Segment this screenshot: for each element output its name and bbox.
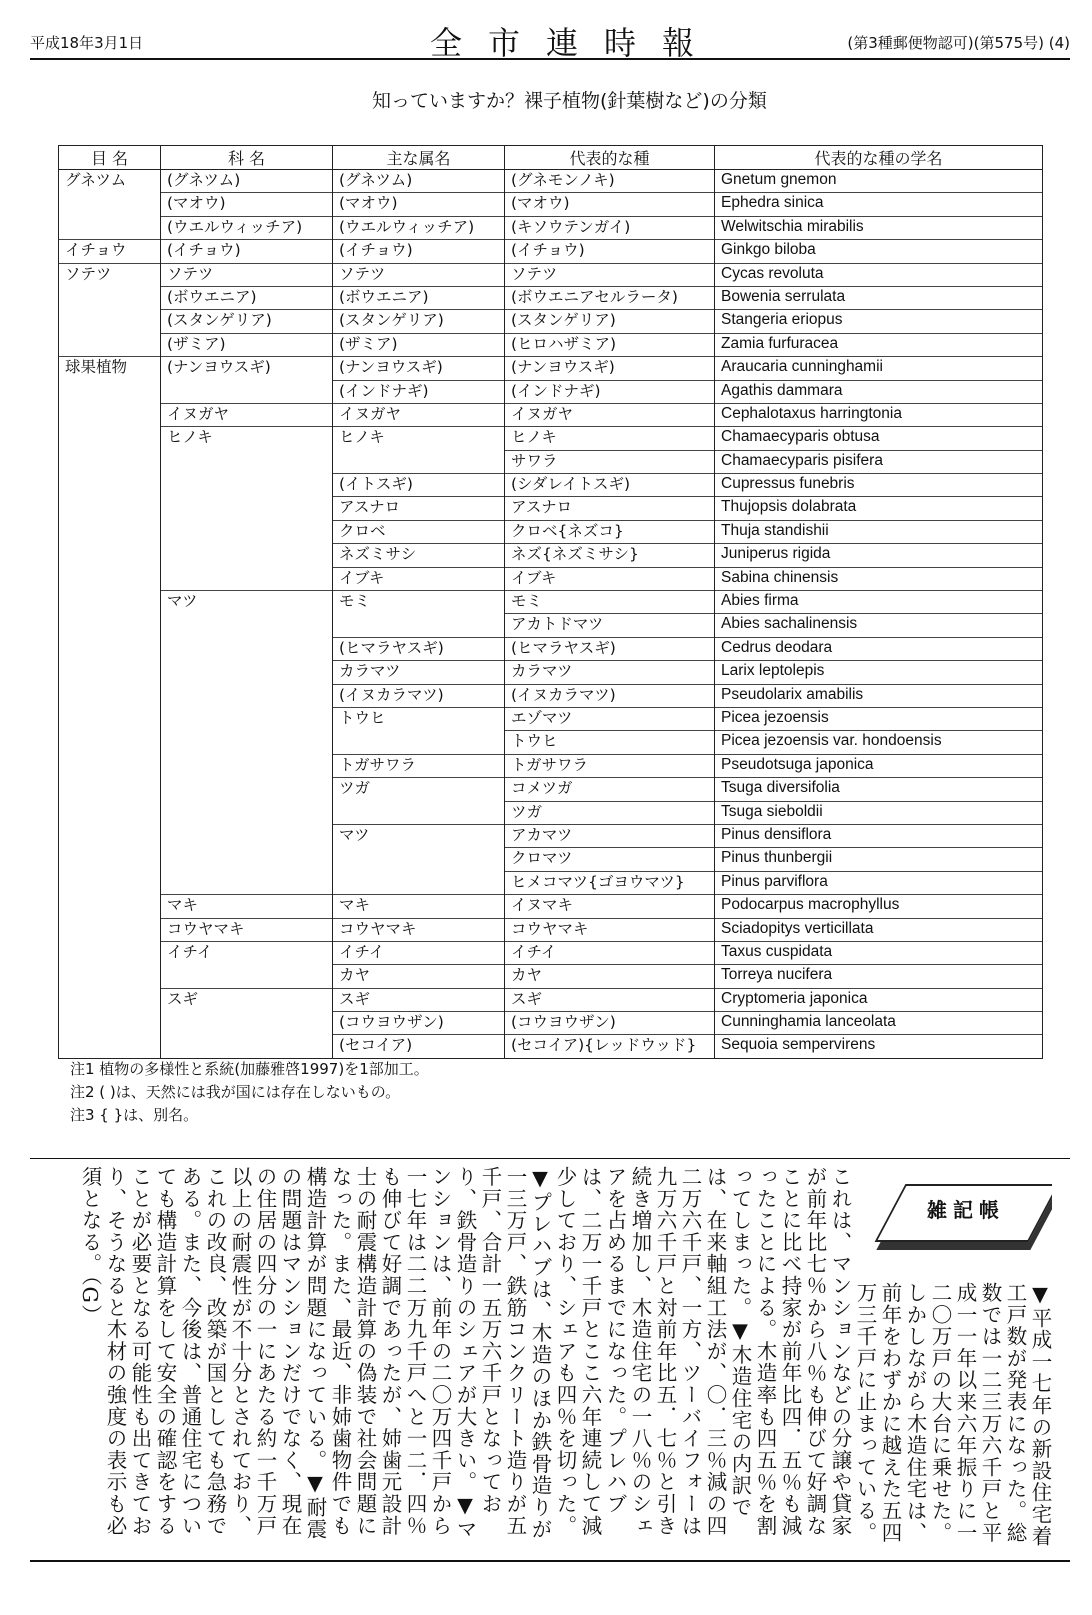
family-cell: イチイ [161, 941, 333, 964]
family-cell: マキ [161, 895, 333, 918]
scientific-name-cell: Pinus parviflora [715, 871, 1043, 894]
scientific-name-cell: Chamaecyparis pisifera [715, 450, 1043, 473]
table-row [59, 918, 1043, 941]
family-cell [161, 684, 333, 707]
scientific-name-cell: Cunninghamia lanceolata [715, 1012, 1043, 1035]
species-cell: (ヒマラヤスギ) [505, 637, 715, 660]
species-cell: クロベ{ネズコ} [505, 520, 715, 543]
table-row [59, 357, 1043, 380]
header-order: 目 名 [59, 146, 161, 170]
table-row [59, 988, 1043, 1011]
table-row [59, 170, 1043, 193]
family-cell: (ボウエニア) [161, 286, 333, 309]
scientific-name-cell: Abies firma [715, 591, 1043, 614]
genus-cell [333, 731, 505, 754]
family-cell: (ナンヨウスギ) [161, 357, 333, 380]
order-cell [59, 544, 161, 567]
species-cell: ツガ [505, 801, 715, 824]
genus-cell: アスナロ [333, 497, 505, 520]
order-cell [59, 333, 161, 356]
genus-cell: (イチョウ) [333, 240, 505, 263]
note-1: 注1 植物の多様性と系統(加藤雅啓1997)を1部加工。 [70, 1060, 429, 1078]
scientific-name-cell: Stangeria eriopus [715, 310, 1043, 333]
scientific-name-cell: Pseudolarix amabilis [715, 684, 1043, 707]
order-cell [59, 801, 161, 824]
scientific-name-cell: Picea jezoensis var. hondoensis [715, 731, 1043, 754]
genus-cell [333, 614, 505, 637]
header-genus: 主な属名 [333, 146, 505, 170]
table-row [59, 614, 1043, 637]
family-cell [161, 614, 333, 637]
scientific-name-cell: Ginkgo biloba [715, 240, 1043, 263]
species-cell: (インドナギ) [505, 380, 715, 403]
family-cell: (スタンゲリア) [161, 310, 333, 333]
order-cell [59, 1012, 161, 1035]
table-row [59, 754, 1043, 777]
order-cell [59, 848, 161, 871]
species-cell: (ナンヨウスギ) [505, 357, 715, 380]
species-cell: イヌガヤ [505, 403, 715, 426]
species-cell: アスナロ [505, 497, 715, 520]
family-cell: イヌガヤ [161, 403, 333, 426]
table-row [59, 263, 1043, 286]
species-cell: (キソウテンガイ) [505, 216, 715, 239]
table-row [59, 941, 1043, 964]
genus-cell [333, 871, 505, 894]
family-cell [161, 801, 333, 824]
genus-cell: (インドナギ) [333, 380, 505, 403]
scientific-name-cell: Gnetum gnemon [715, 170, 1043, 193]
column-text: ▼平成一七年の新設住宅着工戸数が発表になった。総数では一二三万六千戸と平成一一年以来六年振りに一二〇万戸の大台に乗せた。しかしながら木造住宅は、前年をわずかに越えた五四万三千戸に止まっている。これは、マンションなどの分譲や貸家が前年比七％から八％も伸びて好調なことに比べ持家が前年比四．五％も減ったことによる。木造率も四五％を割ってしまった。▼木造住宅の内訳では、在来軸組工法が、〇．三％減の四二万六千戸、一方、ツーバイフォーは九万六千戸と対前年比五．七％と引き続き増加し、木造住宅の一八％のシェアを占めるまでになった。プレハブは、二万一千戸とここ六年連続して減少しており、シェアも四％を切った。▼プレハブは、木造のほか鉄骨造りが一三万戸、鉄筋コンクリート造りが五千戸、合計一五万六千戸となっており、鉄骨造りのシェアが大きい。▼マンションは、前年の二〇万四千戸から一七年は二二万九千戸へと一二．四％も伸びて好調であったが、姉歯元設計士の耐震構造計算の偽装で社会問題になった。また、最近、非姉歯物件でも構造計算が問題になっている。▼耐震の問題はマンションだけでなく、現在の住居の四分の一にあたる約一千万戸以上の耐震性が不十分とされており、これの改良、改築が国としても急務である。また、今後は、普通住宅についても構造計算をして安全の確認をすることが必要となる可能性も出てきており、そうなると木材の強度の表示も必須となる。（G） [78, 1166, 1052, 1548]
genus-cell [333, 450, 505, 473]
genus-cell: モミ [333, 591, 505, 614]
species-cell: (イヌカラマツ) [505, 684, 715, 707]
column-badge [880, 1166, 1052, 1278]
species-cell: アカトドマツ [505, 614, 715, 637]
scientific-name-cell: Larix leptolepis [715, 661, 1043, 684]
scientific-name-cell: Cryptomeria japonica [715, 988, 1043, 1011]
genus-cell: ヒノキ [333, 427, 505, 450]
order-cell [59, 1035, 161, 1058]
table-row [59, 707, 1043, 730]
note-3: 注3 { }は、別名。 [70, 1106, 199, 1124]
genus-cell: (マオウ) [333, 193, 505, 216]
genus-cell: (セコイア) [333, 1035, 505, 1058]
order-cell [59, 216, 161, 239]
species-cell: (ヒロハザミア) [505, 333, 715, 356]
table-row [59, 895, 1043, 918]
order-cell [59, 941, 161, 964]
genus-cell: カラマツ [333, 661, 505, 684]
order-cell [59, 661, 161, 684]
classification-table [58, 145, 1043, 1059]
species-cell: クロマツ [505, 848, 715, 871]
table-row [59, 474, 1043, 497]
species-cell: コメツガ [505, 778, 715, 801]
species-cell: (グネモンノキ) [505, 170, 715, 193]
genus-cell [333, 801, 505, 824]
species-cell: ヒノキ [505, 427, 715, 450]
table-row [59, 216, 1043, 239]
table-row [59, 824, 1043, 847]
genus-cell: (グネツム) [333, 170, 505, 193]
scientific-name-cell: Cupressus funebris [715, 474, 1043, 497]
table-row [59, 520, 1043, 543]
table-row [59, 333, 1043, 356]
zakkicho-column [40, 1166, 1052, 1554]
order-cell: ソテツ [59, 263, 161, 286]
order-cell [59, 497, 161, 520]
genus-cell: マキ [333, 895, 505, 918]
genus-cell: マツ [333, 824, 505, 847]
species-cell: コウヤマキ [505, 918, 715, 941]
genus-cell: (イトスギ) [333, 474, 505, 497]
order-cell [59, 567, 161, 590]
order-cell [59, 824, 161, 847]
family-cell: (ザミア) [161, 333, 333, 356]
species-cell: (ボウエニアセルラータ) [505, 286, 715, 309]
species-cell: (セコイア){レッドウッド} [505, 1035, 715, 1058]
family-cell [161, 497, 333, 520]
table-row [59, 286, 1043, 309]
scientific-name-cell: Podocarpus macrophyllus [715, 895, 1043, 918]
order-cell [59, 895, 161, 918]
family-cell [161, 637, 333, 660]
newspaper-title: 全市連時報 [430, 24, 721, 62]
table-row [59, 848, 1043, 871]
species-cell: カヤ [505, 965, 715, 988]
order-cell [59, 684, 161, 707]
species-cell: イチイ [505, 941, 715, 964]
order-cell [59, 918, 161, 941]
species-cell: ソテツ [505, 263, 715, 286]
genus-cell: イヌガヤ [333, 403, 505, 426]
table-row [59, 684, 1043, 707]
genus-cell: トガサワラ [333, 754, 505, 777]
order-cell [59, 731, 161, 754]
genus-cell: ツガ [333, 778, 505, 801]
species-cell: サワラ [505, 450, 715, 473]
header-scientific-name: 代表的な種の学名 [715, 146, 1043, 170]
family-cell [161, 731, 333, 754]
order-cell [59, 591, 161, 614]
order-cell [59, 707, 161, 730]
family-cell [161, 754, 333, 777]
genus-cell: クロベ [333, 520, 505, 543]
scientific-name-cell: Cedrus deodara [715, 637, 1043, 660]
genus-cell: (ウエルウィッチア) [333, 216, 505, 239]
order-cell [59, 403, 161, 426]
table-row [59, 661, 1043, 684]
order-cell [59, 286, 161, 309]
order-cell [59, 450, 161, 473]
section-divider [30, 1158, 1070, 1159]
genus-cell: (コウヨウザン) [333, 1012, 505, 1035]
genus-cell: (ザミア) [333, 333, 505, 356]
family-cell [161, 474, 333, 497]
order-cell [59, 193, 161, 216]
scientific-name-cell: Sciadopitys verticillata [715, 918, 1043, 941]
table-row [59, 871, 1043, 894]
table-row [59, 1035, 1043, 1058]
family-cell [161, 1035, 333, 1058]
issue-info: (第3種郵便物認可)(第575号) (4) [847, 34, 1070, 52]
species-cell: モミ [505, 591, 715, 614]
genus-cell: イブキ [333, 567, 505, 590]
scientific-name-cell: Thuja standishii [715, 520, 1043, 543]
genus-cell: (ヒマラヤスギ) [333, 637, 505, 660]
table-row [59, 450, 1043, 473]
genus-cell: (イヌカラマツ) [333, 684, 505, 707]
table-row [59, 965, 1043, 988]
order-cell [59, 965, 161, 988]
table-body [59, 170, 1043, 1059]
badge-label: 雑記帳 [927, 1198, 1005, 1222]
family-cell [161, 824, 333, 847]
order-cell [59, 871, 161, 894]
order-cell: イチョウ [59, 240, 161, 263]
scientific-name-cell: Welwitschia mirabilis [715, 216, 1043, 239]
scientific-name-cell: Thujopsis dolabrata [715, 497, 1043, 520]
table-row [59, 778, 1043, 801]
scientific-name-cell: Sequoia sempervirens [715, 1035, 1043, 1058]
note-2: 注2 ( )は、天然には我が国には存在しないもの。 [70, 1083, 401, 1101]
table-row [59, 380, 1043, 403]
issue-date: 平成18年3月1日 [30, 34, 144, 52]
header-species: 代表的な種 [505, 146, 715, 170]
scientific-name-cell: Tsuga diversifolia [715, 778, 1043, 801]
genus-cell: イチイ [333, 941, 505, 964]
scientific-name-cell: Araucaria cunninghamii [715, 357, 1043, 380]
order-cell [59, 474, 161, 497]
order-cell: 球果植物 [59, 357, 161, 380]
genus-cell: (ナンヨウスギ) [333, 357, 505, 380]
table-row [59, 637, 1043, 660]
family-cell [161, 520, 333, 543]
genus-cell: ネズミサシ [333, 544, 505, 567]
species-cell: (イチョウ) [505, 240, 715, 263]
scientific-name-cell: Zamia furfuracea [715, 333, 1043, 356]
family-cell: (イチョウ) [161, 240, 333, 263]
family-cell [161, 778, 333, 801]
scientific-name-cell: Torreya nucifera [715, 965, 1043, 988]
order-cell [59, 310, 161, 333]
family-cell [161, 380, 333, 403]
family-cell: ヒノキ [161, 427, 333, 450]
scientific-name-cell: Abies sachalinensis [715, 614, 1043, 637]
table-row [59, 497, 1043, 520]
table-row [59, 591, 1043, 614]
genus-cell: ソテツ [333, 263, 505, 286]
family-cell: (グネツム) [161, 170, 333, 193]
family-cell [161, 567, 333, 590]
species-cell: エゾマツ [505, 707, 715, 730]
family-cell [161, 661, 333, 684]
scientific-name-cell: Picea jezoensis [715, 707, 1043, 730]
family-cell: スギ [161, 988, 333, 1011]
family-cell [161, 871, 333, 894]
scientific-name-cell: Cycas revoluta [715, 263, 1043, 286]
notes [70, 1058, 429, 1127]
family-cell [161, 707, 333, 730]
family-cell [161, 848, 333, 871]
genus-cell: (スタンゲリア) [333, 310, 505, 333]
species-cell: (シダレイトスギ) [505, 474, 715, 497]
scientific-name-cell: Tsuga sieboldii [715, 801, 1043, 824]
family-cell: (ウエルウィッチア) [161, 216, 333, 239]
table-row [59, 801, 1043, 824]
table-header-row [59, 146, 1043, 170]
species-cell: カラマツ [505, 661, 715, 684]
species-cell: スギ [505, 988, 715, 1011]
species-cell: イヌマキ [505, 895, 715, 918]
table-row [59, 544, 1043, 567]
species-cell: ネズ{ネズミサシ} [505, 544, 715, 567]
scientific-name-cell: Cephalotaxus harringtonia [715, 403, 1043, 426]
table-row [59, 310, 1043, 333]
scientific-name-cell: Chamaecyparis obtusa [715, 427, 1043, 450]
family-cell: コウヤマキ [161, 918, 333, 941]
family-cell [161, 544, 333, 567]
genus-cell: コウヤマキ [333, 918, 505, 941]
species-cell: (スタンゲリア) [505, 310, 715, 333]
species-cell: (コウヨウザン) [505, 1012, 715, 1035]
order-cell [59, 754, 161, 777]
table-row [59, 240, 1043, 263]
scientific-name-cell: Taxus cuspidata [715, 941, 1043, 964]
species-cell: トウヒ [505, 731, 715, 754]
genus-cell: スギ [333, 988, 505, 1011]
genus-cell: カヤ [333, 965, 505, 988]
family-cell: ソテツ [161, 263, 333, 286]
species-cell: アカマツ [505, 824, 715, 847]
species-cell: ヒメコマツ{ゴヨウマツ} [505, 871, 715, 894]
scientific-name-cell: Juniperus rigida [715, 544, 1043, 567]
species-cell: (マオウ) [505, 193, 715, 216]
order-cell [59, 988, 161, 1011]
order-cell [59, 637, 161, 660]
table-row [59, 427, 1043, 450]
genus-cell: トウヒ [333, 707, 505, 730]
table-row [59, 731, 1043, 754]
family-cell [161, 1012, 333, 1035]
species-cell: イブキ [505, 567, 715, 590]
order-cell [59, 614, 161, 637]
family-cell [161, 965, 333, 988]
order-cell: グネツム [59, 170, 161, 193]
family-cell [161, 450, 333, 473]
family-cell: マツ [161, 591, 333, 614]
page-header [30, 22, 1070, 60]
scientific-name-cell: Bowenia serrulata [715, 286, 1043, 309]
scientific-name-cell: Sabina chinensis [715, 567, 1043, 590]
section-title: 知っていますか？裸子植物(針葉樹など)の分類 [372, 90, 767, 112]
order-cell [59, 427, 161, 450]
genus-cell [333, 848, 505, 871]
order-cell [59, 380, 161, 403]
scientific-name-cell: Pinus densiflora [715, 824, 1043, 847]
species-cell: トガサワラ [505, 754, 715, 777]
table-row [59, 403, 1043, 426]
scientific-name-cell: Pseudotsuga japonica [715, 754, 1043, 777]
table-row [59, 193, 1043, 216]
table-row [59, 567, 1043, 590]
order-cell [59, 520, 161, 543]
genus-cell: (ボウエニア) [333, 286, 505, 309]
family-cell: (マオウ) [161, 193, 333, 216]
scientific-name-cell: Agathis dammara [715, 380, 1043, 403]
table-row [59, 1012, 1043, 1035]
order-cell [59, 778, 161, 801]
bottom-rule [30, 1560, 1070, 1562]
scientific-name-cell: Ephedra sinica [715, 193, 1043, 216]
header-family: 科 名 [161, 146, 333, 170]
scientific-name-cell: Pinus thunbergii [715, 848, 1043, 871]
